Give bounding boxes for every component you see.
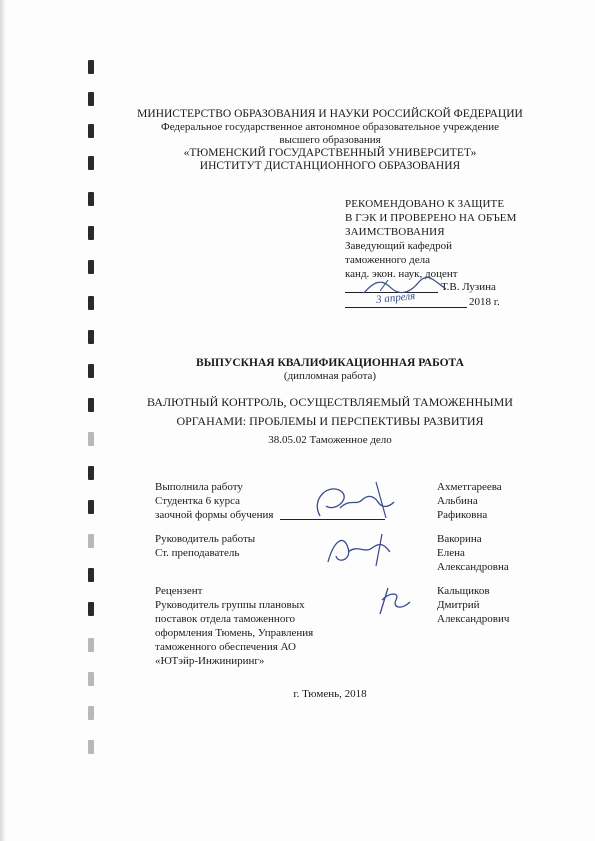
reviewer-role6: «ЮТэйр-Инжиниринг» [155,655,265,667]
reviewer-role2: Руководитель группы плановых [155,599,305,611]
reviewer-patronymic: Александрович [437,613,510,625]
binding-hole [88,568,94,582]
university-name: «ТЮМЕНСКИЙ ГОСУДАРСТВЕННЫЙ УНИВЕРСИТЕТ» [183,147,477,159]
supervisor-patronymic: Александровна [437,561,509,573]
page-edge-shadow [0,0,6,841]
author-signature-icon [290,478,410,522]
ministry-name: МИНИСТЕРСТВО ОБРАЗОВАНИЯ И НАУКИ РОССИЙСКОЙ ФЕДЕРАЦИИ [137,108,523,120]
binding-hole [88,156,94,170]
binding-hole [88,364,94,378]
topic-line2: ОРГАНАМИ: ПРОБЛЕМЫ И ПЕРСПЕКТИВЫ РАЗВИТИЯ [176,414,484,428]
binding-hole [88,672,94,686]
binding-hole [88,432,94,446]
binding-hole [88,602,94,616]
author-patronymic: Рафиковна [437,509,488,521]
recommend-line1: РЕКОМЕНДОВАНО К ЗАЩИТЕ [345,198,505,210]
reviewer-role5: таможенного обеспечения АО [155,641,296,653]
binding-hole [88,740,94,754]
reviewer-signature-icon [372,584,416,618]
work-type: ВЫПУСКНАЯ КВАЛИФИКАЦИОННАЯ РАБОТА [196,357,464,369]
institution-type-line2: высшего образования [279,134,381,146]
author-role1: Выполнила работу [155,481,243,493]
specialty: 38.05.02 Таможенное дело [268,434,392,446]
institution-type-line1: Федеральное государственное автономное образовательное учреждение [161,121,499,133]
binding-hole [88,60,94,74]
binding-hole [88,706,94,720]
city-year: г. Тюмень, 2018 [293,688,367,700]
binding-hole [88,296,94,310]
supervisor-role1: Руководитель работы [155,533,256,545]
binding-hole [88,92,94,106]
supervisor-surname: Вакорина [437,533,482,545]
department-name: таможенного дела [345,254,430,266]
binding-hole [88,466,94,480]
author-surname: Ахметгареева [437,481,502,493]
work-subtype: (дипломная работа) [283,370,377,382]
author-name: Альбина [437,495,478,507]
binding-hole [88,260,94,274]
binding-hole [88,330,94,344]
binding-hole [88,398,94,412]
reviewer-role3: поставок отдела таможенного [155,613,296,625]
head-name: Т.В. Лузина [441,281,496,293]
recommend-line2: В ГЭК И ПРОВЕРЕНО НА ОБЪЕМ [345,212,517,224]
author-role2: Студентка 6 курса [155,495,240,507]
reviewer-role1: Рецензент [155,585,203,597]
head-position: Заведующий кафедрой [345,240,452,252]
binding-hole [88,192,94,206]
topic-line1: ВАЛЮТНЫЙ КОНТРОЛЬ, ОСУЩЕСТВЛЯЕМЫЙ ТАМОЖЕННЫМИ [147,395,513,409]
reviewer-name: Дмитрий [437,599,480,611]
binding-hole [88,500,94,514]
binding-hole [88,534,94,548]
recommend-year: 2018 г. [469,296,500,308]
head-degree: канд. экон. наук, доцент [345,268,458,280]
supervisor-name: Елена [437,547,465,559]
supervisor-role2: Ст. преподаватель [155,547,240,559]
author-role3: заочной формы обучения [155,509,274,521]
reviewer-surname: Кальщиков [437,585,490,597]
reviewer-role4: оформления Тюмень, Управления [155,627,314,639]
supervisor-signature-icon [318,530,408,570]
binding-hole [88,124,94,138]
recommend-line3: ЗАИМСТВОВАНИЯ [345,226,445,238]
binding-hole [88,638,94,652]
institute-name: ИНСТИТУТ ДИСТАНЦИОННОГО ОБРАЗОВАНИЯ [199,160,461,172]
handwritten-date: 3 апреля [375,289,416,307]
binding-hole [88,226,94,240]
date-line [345,307,467,308]
